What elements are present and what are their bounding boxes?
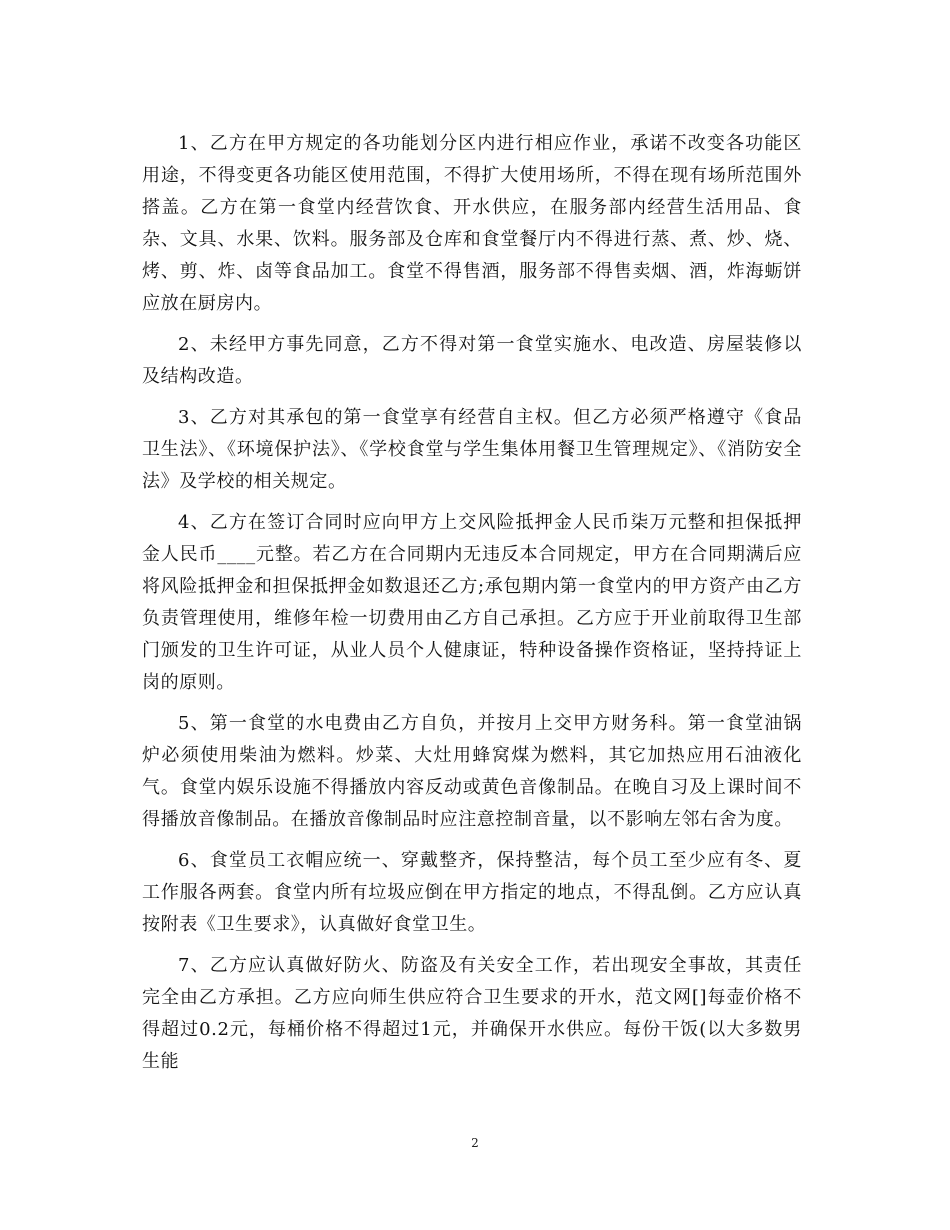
paragraph-clause-7: 7、乙方应认真做好防火、防盗及有关安全工作，若出现安全事故，其责任完全由乙方承担。乙方应向师生供应符合卫生要求的开水，范文网[]每壶价格不得超过0.2元，每桶价格不得超过1元，并确保开水供应。每份干饭(以大多数男生能 (142, 955, 802, 1072)
paragraph-clause-6: 6、食堂员工衣帽应统一、穿戴整齐，保持整洁，每个员工至少应有冬、夏工作服各两套。食堂内所有垃圾应倒在甲方指定的地点，不得乱倒。乙方应认真按附表《卫生要求》，认真做好食堂卫生。 (142, 850, 802, 935)
paragraph-clause-4: 4、乙方在签订合同时应向甲方上交风险抵押金人民币柒万元整和担保抵押金人民币____元整。若乙方在合同期内无违反本合同规定，甲方在合同期满后应将风险抵押金和担保抵押金如数退还乙方;承包期内第一食堂内的甲方资产由乙方负责管理使用，维修年检一切费用由乙方自己承担。乙方应于开业前取得卫生部门颁发的卫生许可证，从业人员个人健康证，特种设备操作资格证，坚持持证上岗的原则。 (142, 512, 802, 693)
paragraph-clause-3: 3、乙方对其承包的第一食堂享有经营自主权。但乙方必须严格遵守《食品卫生法》、《环境保护法》、《学校食堂与学生集体用餐卫生管理规定》、《消防安全法》及学校的相关规定。 (142, 407, 802, 492)
document-body (142, 128, 802, 1087)
page-number: 2 (471, 1136, 479, 1150)
paragraph-clause-5: 5、第一食堂的水电费由乙方自负，并按月上交甲方财务科。第一食堂油锅炉必须使用柴油为燃料。炒菜、大灶用蜂窝煤为燃料，其它加热应用石油液化气。食堂内娱乐设施不得播放内容反动或黄色音像制品。在晚自习及上课时间不得播放音像制品。在播放音像制品时应注意控制音量，以不影响左邻右舍为度。 (142, 713, 802, 830)
paragraph-clause-2: 2、未经甲方事先同意，乙方不得对第一食堂实施水、电改造、房屋装修以及结构改造。 (142, 334, 802, 387)
paragraph-clause-1: 1、乙方在甲方规定的各功能划分区内进行相应作业，承诺不改变各功能区用途，不得变更各功能区使用范围，不得扩大使用场所，不得在现有场所范围外搭盖。乙方在第一食堂内经营饮食、开水供应，在服务部内经营生活用品、食杂、文具、水果、饮料。服务部及仓库和食堂餐厅内不得进行蒸、煮、炒、烧、烤、剪、炸、卤等食品加工。食堂不得售酒，服务部不得售卖烟、酒，炸海蛎饼应放在厨房内。 (142, 133, 802, 314)
